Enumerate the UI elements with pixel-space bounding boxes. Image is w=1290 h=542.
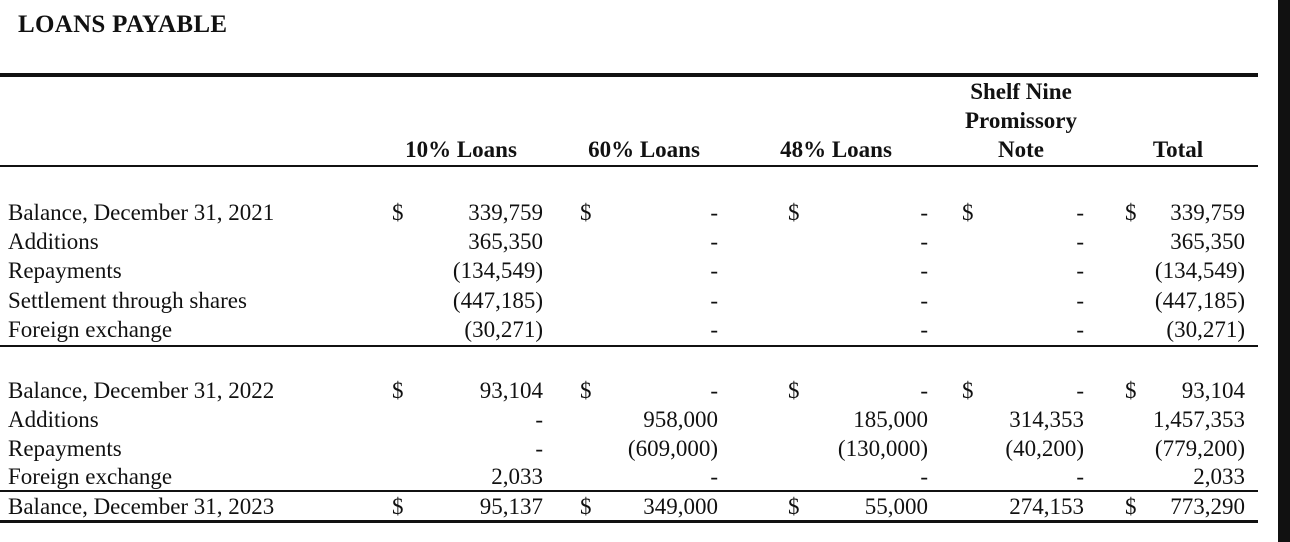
subtotal-rule-2023 — [0, 490, 1258, 492]
table-cell-value: 93,104 — [1181, 378, 1245, 403]
column-header — [736, 135, 936, 164]
column-header-line: 60% Loans — [588, 137, 700, 162]
table-cell-value: - — [710, 258, 718, 283]
table-cell-value: - — [535, 407, 543, 432]
currency-symbol: $ — [962, 378, 974, 403]
table-cell-value: (134,549) — [1154, 258, 1245, 283]
table-cell-value: - — [710, 378, 718, 403]
table-cell-value: - — [535, 436, 543, 461]
table-cell-value: - — [1076, 288, 1084, 313]
row-label: Foreign exchange — [8, 317, 173, 342]
table-cell-value: 365,350 — [1170, 229, 1245, 254]
table-cell-value: - — [920, 288, 928, 313]
table-cell-value: 339,759 — [1170, 200, 1245, 225]
table-cell-value: - — [1076, 258, 1084, 283]
currency-symbol: $ — [1125, 200, 1137, 225]
table-cell-value: - — [710, 229, 718, 254]
table-cell-value: 365,350 — [468, 229, 543, 254]
table-cell-value: - — [920, 378, 928, 403]
table-cell-value: 274,153 — [1009, 494, 1084, 519]
currency-symbol: $ — [1125, 494, 1137, 519]
currency-symbol: $ — [788, 200, 800, 225]
table-cell-value: - — [1076, 464, 1084, 489]
table-cell-value: (130,000) — [837, 436, 928, 461]
table-cell-value: 2,033 — [1193, 464, 1245, 489]
table-cell-value: - — [1076, 229, 1084, 254]
currency-symbol: $ — [580, 494, 592, 519]
table-cell-value: 339,759 — [468, 200, 543, 225]
table-cell-value: - — [920, 464, 928, 489]
table-cell-value: 349,000 — [643, 494, 718, 519]
table-cell-value: - — [710, 200, 718, 225]
currency-symbol: $ — [392, 200, 404, 225]
table-title: LOANS PAYABLE — [18, 11, 228, 38]
currency-symbol: $ — [580, 200, 592, 225]
table-cell-value: - — [920, 200, 928, 225]
row-label: Settlement through shares — [8, 288, 247, 313]
row-label: Additions — [8, 229, 99, 254]
column-header — [361, 135, 561, 164]
currency-symbol: $ — [392, 378, 404, 403]
row-label: Repayments — [8, 436, 122, 461]
table-cell-value: 55,000 — [864, 494, 928, 519]
row-label: Balance, December 31, 2021 — [8, 200, 275, 225]
column-header-line: Total — [1152, 137, 1204, 162]
table-cell-value: - — [920, 229, 928, 254]
currency-symbol: $ — [788, 378, 800, 403]
table-cell-value: 1,457,353 — [1153, 407, 1245, 432]
table-cell-value: - — [920, 258, 928, 283]
currency-symbol: $ — [580, 378, 592, 403]
row-label: Balance, December 31, 2022 — [8, 378, 275, 403]
header-rule — [0, 165, 1258, 167]
subtotal-rule-2022 — [0, 345, 1258, 347]
table-cell-value: (447,185) — [1154, 288, 1245, 313]
table-cell-value: 2,033 — [491, 464, 543, 489]
column-header-line: 10% Loans — [405, 137, 517, 162]
final-rule — [0, 520, 1258, 523]
currency-symbol: $ — [392, 494, 404, 519]
table-cell-value: - — [920, 317, 928, 342]
table-cell-value: - — [1076, 200, 1084, 225]
page-edge — [1278, 0, 1290, 542]
table-cell-value: 773,290 — [1170, 494, 1245, 519]
currency-symbol: $ — [1125, 378, 1137, 403]
table-cell-value: 958,000 — [643, 407, 718, 432]
table-cell-value: (40,200) — [1005, 436, 1084, 461]
column-header-line: Note — [998, 137, 1044, 162]
table-cell-value: (30,271) — [1166, 317, 1245, 342]
table-cell-value: - — [710, 317, 718, 342]
table-cell-value: 314,353 — [1009, 407, 1084, 432]
table-cell-value: - — [710, 464, 718, 489]
currency-symbol: $ — [962, 200, 974, 225]
table-cell-value: (779,200) — [1154, 436, 1245, 461]
table-cell-value: 95,137 — [479, 494, 543, 519]
table-cell-value: (30,271) — [464, 317, 543, 342]
table-cell-value: 93,104 — [479, 378, 543, 403]
table-cell-value: 185,000 — [853, 407, 928, 432]
row-label: Foreign exchange — [8, 464, 173, 489]
table-cell-value: (609,000) — [627, 436, 718, 461]
table-cell-value: - — [1076, 378, 1084, 403]
column-header — [544, 135, 744, 164]
row-label: Additions — [8, 407, 99, 432]
column-header-line: 48% Loans — [780, 137, 892, 162]
table-cell-value: - — [1076, 317, 1084, 342]
column-header — [1078, 135, 1278, 164]
table-cell-value: (134,549) — [452, 258, 543, 283]
table-cell-value: - — [710, 288, 718, 313]
row-label: Repayments — [8, 258, 122, 283]
column-header-line: Shelf Nine — [970, 79, 1072, 104]
row-label: Balance, December 31, 2023 — [8, 494, 275, 519]
table-cell-value: (447,185) — [452, 288, 543, 313]
currency-symbol: $ — [788, 494, 800, 519]
column-header-line: Promissory — [964, 108, 1077, 133]
